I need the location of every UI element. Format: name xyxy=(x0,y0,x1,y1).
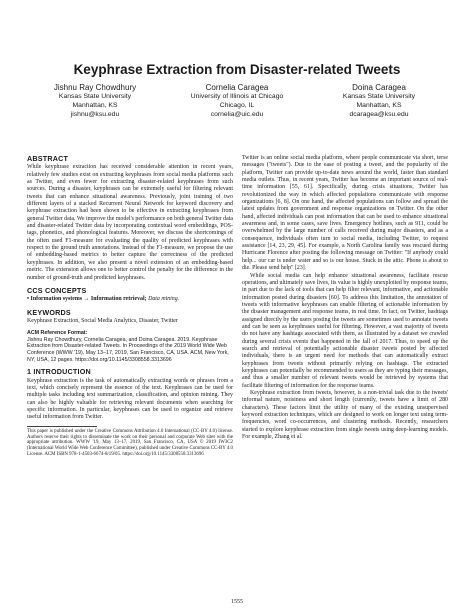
ccs-concept-primary: • Information systems → Information retrieval; xyxy=(27,296,147,303)
footnote-divider xyxy=(27,426,97,427)
author-email: cornelia@uic.edu xyxy=(210,111,264,118)
author-block xyxy=(30,83,444,119)
paragraph: While social media can help enhance situational awareness, facilitate rescue operations, and ultimately save lives, its value is highly unexploited by response teams, in part due to the lack of tools that can help filter relevant, informative, and actionable information posted during disasters [60]. To address this limitation, the annotation of tweets with informative keyphrases can enable filtering of actionable information by the disaster management and response teams, in real time. In fact, on Twitter, hashtags assigned directly by the users posting the tweets are sometimes used to annotate tweets and can be seen as keyphrases useful for filtering. However, a vast majority of tweets do not have any hashtags associated with them, as illustrated by a dataset we crawled during several crisis events that happened in the fall of 2017. Thus, to speed up the search and retrieval of potentially actionable disaster tweets posted by affected individuals, there is an urgent need for methods that can automatically extract keyphrases from tweets without primarily relying on hashtags. The extracted keyphrases can potentially be recommended to users as they are typing their messages, and thus a smaller number of relevant tweets would be retrieved by systems that facilitate filtering of information for the response teams. xyxy=(242,272,448,389)
author-city: Manhattan, KS xyxy=(72,102,118,109)
author-1 xyxy=(30,83,160,119)
license-footnote: This paper is published under the Creative Commons Attribution 4.0 International (CC-BY 4.0) license. Authors reserve their rights to disseminate the work on their personal and corporate Web sites with the appropriate attribution. WWW '19, May 13–17, 2019, San Francisco, CA, USA © 2019 IW3C2 (International World Wide Web Conference Committee), published under Creative Commons CC-BY 4.0 License. ACM ISBN 978-1-4503-6674-8/19/05. https://doi.org/10.1145/3308558.3313696 xyxy=(27,428,233,458)
author-name: Doina Caragea xyxy=(352,83,406,92)
paragraph: Keyphrase extraction from tweets, however, is a non-trivial task due to the tweets' informal nature, noisiness and short length (currently, tweets have a limit of 280 characters). These factors limit the utility of many of the existing unsupervised keyword extraction techniques, which are designed to work on longer text using term-frequencies, word co-occurrences, and clustering methods. Recently, researchers started to explore keyphrase extraction from single tweets using deep-learning models. For example, Zhang et al. xyxy=(242,390,448,441)
acm-reference xyxy=(27,330,233,363)
author-city: Chicago, IL xyxy=(219,102,255,109)
author-city: Manhattan, KS xyxy=(356,102,402,109)
author-email: jishnu@ksu.edu xyxy=(70,111,120,118)
acm-reference-text: Jishnu Ray Chowdhury, Cornelia Caragea, and Doina Caragea. 2019. Keyphrase Extraction from Disaster-related Tweets. In Proceedings of the 2019 World Wide Web Conference (WWW '19), May 13–17, 2019, San Francisco, CA, USA. ACM, New York, NY, USA, 12 pages. https://doi.org/10.1145/3308558.3313696 xyxy=(27,336,229,363)
paper-title: Keyphrase Extraction from Disaster-related Tweets xyxy=(73,62,401,77)
intro-text: Keyphrase extraction is the task of automatically extracting words or phrases from a text, which concisely represent the essence of the text. Keyphrases can be used for multiple tasks including text summarization, classification, and opinion mining. They can also be highly valuable for retrieving relevant documents when searching for specific information. In particular, keyphrases can be used to organize and retrieve useful information from Twitter. xyxy=(27,377,233,421)
intro-heading: 1 INTRODUCTION xyxy=(27,367,91,377)
author-2 xyxy=(172,83,302,119)
author-email: dcaragea@ksu.edu xyxy=(349,111,409,118)
page-number: 1555 xyxy=(231,599,243,605)
author-3 xyxy=(314,83,444,119)
ccs-concepts xyxy=(27,296,233,303)
abstract-text: While keyphrase extraction has received considerable attention in recent years, relatively few studies exist on extracting keyphrases from social media platforms such as Twitter, and even fewer for extracting disaster-related keyphrases from such sources. During a disaster, keyphrases can be extremely useful for filtering relevant tweets that can enhance situational awareness. Previously, joint training of two different layers of a stacked Recurrent Neural Network for keyword discovery and keyphrase extraction had been shown to be effective in extracting keyphrases from general Twitter data. We improve the model's performance on both general Twitter data and disaster-related Twitter data by incorporating contextual word embeddings, POS-tags, phonetics, and phonological features. Moreover, we discuss the shortcomings of the often used F1-measure for evaluating the quality of predicted keyphrases with respect to the ground truth annotations. Instead of the F1-measure, we propose the use of embedding-based metrics to better capture the correctness of the predicted keyphrases. In addition, we also present a novel extension of an embedding-based metric. The extension allows one to better control the penalty for the difference in the number of ground-truth and predicted keyphrases. xyxy=(27,164,233,281)
left-column xyxy=(27,155,233,458)
right-column xyxy=(242,155,448,441)
author-affiliation: Kansas State University xyxy=(58,93,132,100)
acm-reference-heading: ACM Reference Format: xyxy=(27,330,88,337)
author-affiliation: University of Illinois at Chicago xyxy=(190,93,284,100)
keywords-heading: KEYWORDS xyxy=(27,307,71,317)
ccs-heading: CCS CONCEPTS xyxy=(27,285,87,295)
keywords-text: Keyphrase Extraction, Social Media Analytics, Disaster, Twitter xyxy=(27,317,178,324)
author-name: Cornelia Caragea xyxy=(205,83,269,92)
abstract-heading: ABSTRACT xyxy=(27,154,69,163)
author-name: Jishnu Ray Chowdhury xyxy=(53,83,137,92)
paragraph: Twitter is an online social media platform, where people communicate via short, terse messages ("tweets"). Due to the ease of posting a tweet, and the popularity of the platform, Twitter can provide up-to-date news around the world, faster than standard media outlets. Thus, in recent years, Twitter has become an important source of real-time information [55, 61]. Specifically, during crisis situations, Twitter has revolutionized the way in which affected populations communicate with response organizations [6, 8]. On one hand, the affected populations can follow and spread the latest updates from government and response organizations on Twitter. On the other hand, affected individuals can post information that can be used to enhance situational awareness and, in some cases, save lives. Emergency hotlines, such as 911, could be overwhelmed by the large number of calls received during major disasters, and as a consequence, individuals often turn to social media, including Twitter, to request assistance [14, 23, 29, 45]. For example, a North Carolina family was rescued during Hurricane Florence after posting the following message on Twitter: "If anybody could help... our car is under water and so is our house. Stuck in the attic. Phone is about to die. Please send help" [23]. xyxy=(242,155,448,272)
ccs-concept-secondary: Data mining. xyxy=(146,296,180,303)
author-affiliation: Kansas State University xyxy=(342,93,416,100)
